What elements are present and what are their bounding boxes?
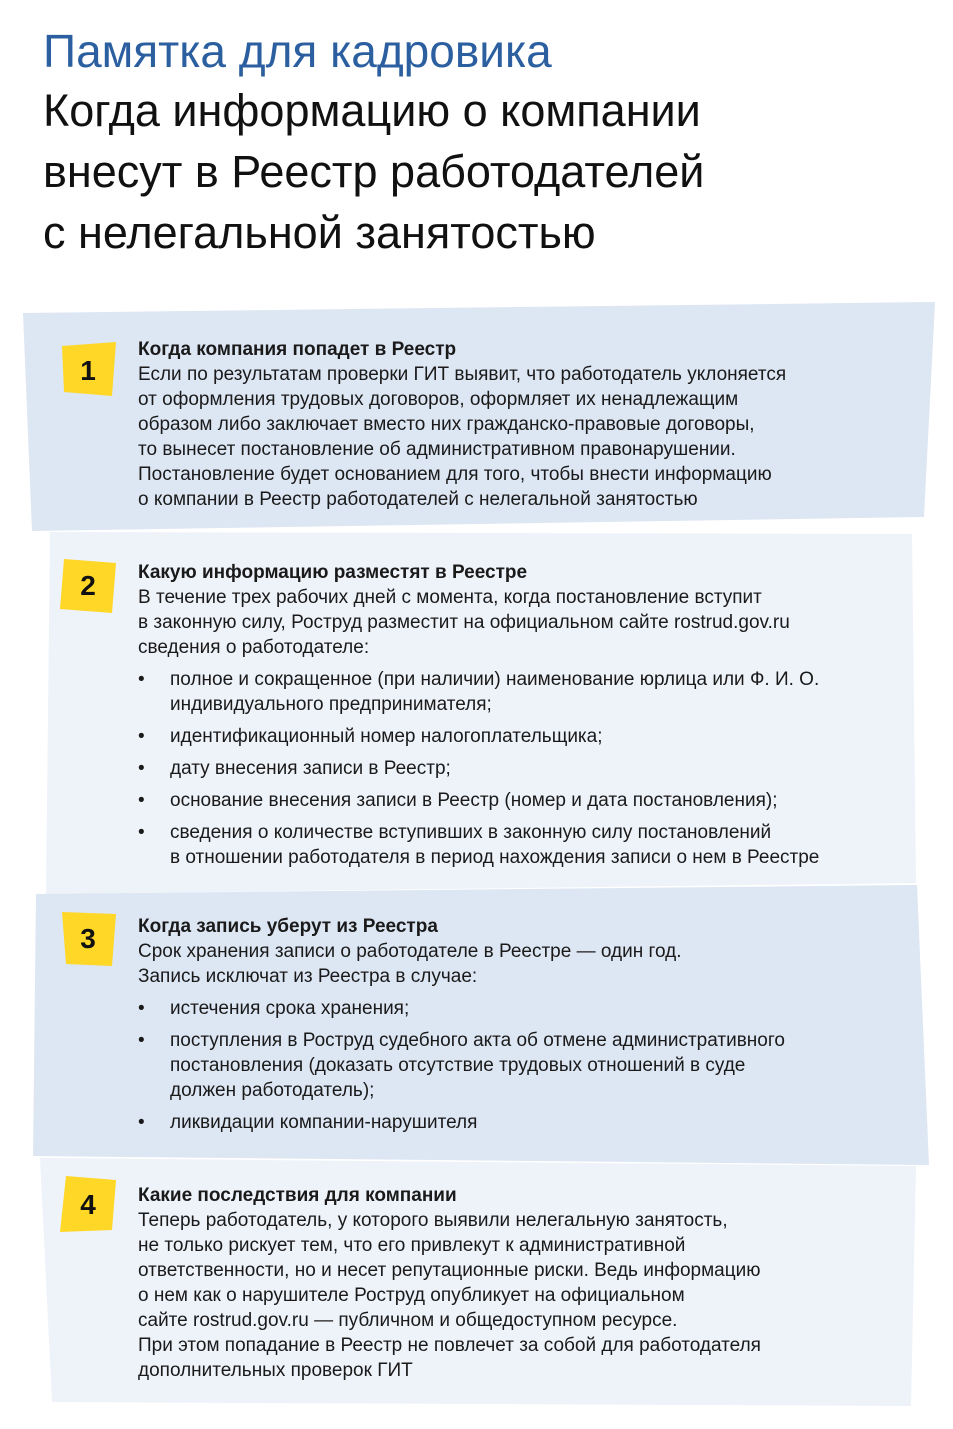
title-line: Когда информацию о компании — [43, 85, 701, 136]
list-item — [138, 1028, 785, 1103]
section-1-number: 1 — [80, 355, 96, 386]
text-line: от оформления трудовых договоров, оформляет их ненадлежащим — [138, 389, 739, 410]
kicker: Памятка для кадровика — [43, 25, 552, 77]
list-item — [138, 996, 785, 1021]
text-line: • ликвидации компании-нарушителя — [170, 1112, 478, 1133]
text-line: • идентификационный номер налогоплательщика; — [170, 726, 603, 747]
text-line: в законную силу, Роструд разместит на официальном сайте rostrud.gov.ru — [138, 612, 790, 633]
text-line: Запись исключат из Реестра в случае: — [138, 966, 478, 987]
text-line: Если по результатам проверки ГИТ выявит, что работодатель уклоняется — [138, 364, 787, 385]
text-line: Теперь работодатель, у которого выявили нелегальную занятость, — [138, 1210, 728, 1231]
section-2-text — [138, 585, 819, 660]
list-item — [138, 724, 819, 749]
section-1-content — [138, 337, 786, 512]
section-2-number-badge — [60, 557, 118, 615]
text-line: • истечения срока хранения; — [170, 998, 410, 1019]
text-line: индивидуального предпринимателя; — [170, 694, 492, 715]
section-1-heading: Когда компания попадет в Реестр — [138, 339, 457, 360]
list-item — [138, 756, 819, 781]
section-4-content — [138, 1183, 761, 1383]
section-4-number: 4 — [80, 1189, 96, 1220]
title-line: внесут в Реестр работодателей — [43, 146, 705, 197]
text-line: • дату внесения записи в Реестр; — [170, 758, 451, 779]
list-item — [138, 1110, 785, 1135]
text-line: Постановление будет основанием для того, чтобы внести информацию — [138, 464, 772, 485]
text-line: дополнительных проверок ГИТ — [138, 1360, 413, 1381]
text-line: в отношении работодателя в период нахождения записи о нем в Реестре — [170, 847, 820, 868]
section-3-content — [138, 914, 785, 1135]
section-1-text — [138, 362, 786, 512]
section-2-content — [138, 560, 819, 870]
text-line: образом либо заключает вместо них гражданско-правовые договоры, — [138, 414, 755, 435]
section-2-heading: Какую информацию разместят в Реестре — [138, 562, 528, 583]
text-line: не только рискует тем, что его привлекут к административной — [138, 1235, 686, 1256]
section-2-number: 2 — [80, 570, 96, 601]
list-item — [138, 667, 819, 717]
text-line: • поступления в Роструд судебного акта об отмене административного — [170, 1030, 785, 1051]
section-4-number-badge — [60, 1176, 118, 1234]
text-line: При этом попадание в Реестр не повлечет за собой для работодателя — [138, 1335, 761, 1356]
text-line: постановления (доказать отсутствие трудовых отношений в суде — [170, 1055, 746, 1076]
text-line: • основание внесения записи в Реестр (номер и дата постановления); — [170, 790, 778, 811]
section-3-number: 3 — [80, 923, 96, 954]
title-line: с нелегальной занятостью — [43, 207, 596, 258]
text-line: сведения о работодателе: — [138, 637, 370, 658]
text-line: то вынесет постановление об административном правонарушении. — [138, 439, 736, 460]
section-4-text — [138, 1208, 761, 1383]
text-line: сайте rostrud.gov.ru — публичном и общедоступном ресурсе. — [138, 1310, 678, 1331]
list-item — [138, 788, 819, 813]
section-4-heading: Какие последствия для компании — [138, 1185, 457, 1206]
text-line: • полное и сокращенное (при наличии) наименование юрлица или Ф. И. О. — [170, 669, 820, 690]
section-3-bullet-list — [138, 996, 785, 1135]
section-1-number-badge — [60, 342, 118, 400]
text-line: В течение трех рабочих дней с момента, когда постановление вступит — [138, 587, 762, 608]
section-3-number-badge — [60, 910, 118, 968]
text-line: Срок хранения записи о работодателе в Реестре — один год. — [138, 941, 682, 962]
text-line: должен работодатель); — [170, 1080, 375, 1101]
text-line: о нем как о нарушителе Роструд опубликует на официальном — [138, 1285, 685, 1306]
section-3-heading: Когда запись уберут из Реестра — [138, 916, 438, 937]
text-line: ответственности, но и несет репутационные риски. Ведь информацию — [138, 1260, 761, 1281]
text-line: • сведения о количестве вступивших в законную силу постановлений — [170, 822, 772, 843]
section-2-bullet-list — [138, 667, 819, 870]
section-3-text — [138, 939, 785, 989]
text-line: о компании в Реестр работодателей с нелегальной занятостью — [138, 489, 698, 510]
list-item — [138, 820, 819, 870]
